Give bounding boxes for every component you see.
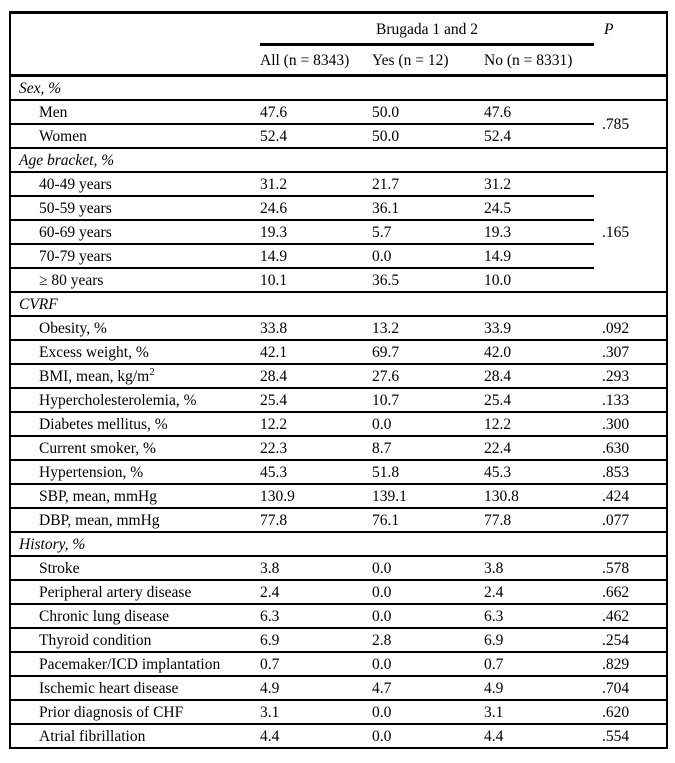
cell-no: 4.9 xyxy=(484,676,594,700)
cell-no: 45.3 xyxy=(484,460,594,484)
row-label-superscript: 2 xyxy=(149,365,155,378)
section-title: History, % xyxy=(10,532,667,556)
table-row xyxy=(10,172,667,196)
cell-yes: 36.1 xyxy=(372,196,484,220)
row-label: Current smoker, % xyxy=(10,436,260,460)
row-label: Ischemic heart disease xyxy=(10,676,260,700)
cell-all: 14.9 xyxy=(260,244,372,268)
cell-yes: 27.6 xyxy=(372,364,484,388)
cell-yes: 21.7 xyxy=(372,172,484,196)
cell-p: .254 xyxy=(594,628,667,652)
cell-p: .554 xyxy=(602,728,630,745)
section-row xyxy=(10,532,667,556)
row-label: Thyroid condition xyxy=(10,628,260,652)
cell-p: .424 xyxy=(594,484,667,508)
cell-no: 2.4 xyxy=(484,580,594,604)
cell-yes: 0.0 xyxy=(372,652,484,676)
row-label: Stroke xyxy=(10,556,260,580)
table-row xyxy=(10,436,667,460)
row-label: 60-69 years xyxy=(10,220,260,244)
cell-yes: 0.0 xyxy=(372,700,484,724)
table-row xyxy=(10,220,667,244)
table-row xyxy=(10,628,667,652)
cell-all: 47.6 xyxy=(260,100,372,124)
table-row xyxy=(10,484,667,508)
cell-all: 4.4 xyxy=(260,728,280,745)
row-label: Diabetes mellitus, % xyxy=(10,412,260,436)
row-label: Men xyxy=(10,100,260,124)
cell-no: 33.9 xyxy=(484,316,594,340)
cell-all: 6.9 xyxy=(260,628,372,652)
cell-all: 45.3 xyxy=(260,460,372,484)
table-row xyxy=(10,556,667,580)
cell-p: .133 xyxy=(594,388,667,412)
table-row xyxy=(10,268,667,292)
table-row xyxy=(10,340,667,364)
cell-no: 4.4 xyxy=(484,728,504,745)
table-row xyxy=(10,100,667,124)
cell-p: .630 xyxy=(594,436,667,460)
cell-no: 12.2 xyxy=(484,412,594,436)
table-row xyxy=(10,652,667,676)
cell-no: 25.4 xyxy=(484,388,594,412)
cell-all: 10.1 xyxy=(260,268,372,292)
table-row xyxy=(10,700,667,724)
header-spacer xyxy=(10,13,260,45)
row-label: 40-49 years xyxy=(10,172,260,196)
table-row xyxy=(10,604,667,628)
group-header: Brugada 1 and 2 xyxy=(260,13,594,45)
section-row xyxy=(10,148,667,172)
cell-p: .293 xyxy=(594,364,667,388)
row-label: SBP, mean, mmHg xyxy=(10,484,260,508)
row-label-text: BMI, mean, kg/m xyxy=(39,368,150,385)
cell-yes: 0.0 xyxy=(372,604,484,628)
cell-yes: 76.1 xyxy=(372,508,484,532)
cell-yes: 0.0 xyxy=(372,412,484,436)
cell-yes: 13.2 xyxy=(372,316,484,340)
cell-all: 22.3 xyxy=(260,436,372,460)
cell-no: 6.3 xyxy=(484,604,594,628)
cell-no: 52.4 xyxy=(484,124,594,148)
cell-no: 47.6 xyxy=(484,100,594,124)
cell-all: 3.1 xyxy=(260,700,372,724)
p-column-header: P xyxy=(604,21,614,39)
row-label xyxy=(10,364,260,388)
row-label: Hypercholesterolemia, % xyxy=(10,388,260,412)
cell-yes: 50.0 xyxy=(372,124,484,148)
row-label: Chronic lung disease xyxy=(10,604,260,628)
row-label: Excess weight, % xyxy=(10,340,260,364)
cell-no: 6.9 xyxy=(484,628,594,652)
cell-no: 130.8 xyxy=(484,484,594,508)
cell-p: .092 xyxy=(594,316,667,340)
section-row xyxy=(10,292,667,316)
table-header-group-row xyxy=(10,13,667,45)
row-label: ≥ 80 years xyxy=(10,268,260,292)
cell-no: 14.9 xyxy=(484,244,594,268)
section-title: CVRF xyxy=(10,292,667,316)
cell-all: 33.8 xyxy=(260,316,372,340)
column-header-all: All (n = 8343) xyxy=(260,45,372,76)
table-row xyxy=(10,724,667,748)
cell-p: .853 xyxy=(594,460,667,484)
cell-all: 28.4 xyxy=(260,364,372,388)
cell-yes: 36.5 xyxy=(372,268,484,292)
row-label: Pacemaker/ICD implantation xyxy=(10,652,260,676)
cell-yes: 0.0 xyxy=(372,728,392,745)
cell-p: .578 xyxy=(594,556,667,580)
cell-all: 52.4 xyxy=(260,124,372,148)
cell-no: 77.8 xyxy=(484,508,594,532)
cell-p: .620 xyxy=(594,700,667,724)
cell-no: 24.5 xyxy=(484,196,594,220)
cell-yes: 0.0 xyxy=(372,556,484,580)
table-row xyxy=(10,676,667,700)
table-row xyxy=(10,412,667,436)
table-row xyxy=(10,460,667,484)
section-title: Sex, % xyxy=(10,76,667,101)
cell-no: 42.0 xyxy=(484,340,594,364)
cell-no: 31.2 xyxy=(484,172,594,196)
row-label: Atrial fibrillation xyxy=(39,728,146,745)
cell-p: .662 xyxy=(594,580,667,604)
header-spacer xyxy=(594,45,667,76)
row-label: Prior diagnosis of CHF xyxy=(10,700,260,724)
table-header-columns-row xyxy=(10,45,667,76)
table-row xyxy=(10,364,667,388)
cell-yes: 10.7 xyxy=(372,388,484,412)
cell-all: 0.7 xyxy=(260,652,372,676)
cell-no: 22.4 xyxy=(484,436,594,460)
cell-all: 77.8 xyxy=(260,508,372,532)
cell-yes: 50.0 xyxy=(372,100,484,124)
header-spacer xyxy=(10,45,260,76)
cell-p-shared: .165 xyxy=(594,172,667,292)
cell-yes: 139.1 xyxy=(372,484,484,508)
cell-p: .704 xyxy=(594,676,667,700)
cell-yes: 5.7 xyxy=(372,220,484,244)
cell-all: 24.6 xyxy=(260,196,372,220)
cell-no: 3.1 xyxy=(484,700,594,724)
row-label: Obesity, % xyxy=(10,316,260,340)
cell-no: 28.4 xyxy=(484,364,594,388)
cell-all: 130.9 xyxy=(260,484,372,508)
row-label: DBP, mean, mmHg xyxy=(10,508,260,532)
cell-all: 12.2 xyxy=(260,412,372,436)
cell-yes: 0.0 xyxy=(372,244,484,268)
cell-all: 4.9 xyxy=(260,676,372,700)
row-label: 70-79 years xyxy=(10,244,260,268)
cell-no: 0.7 xyxy=(484,652,594,676)
cell-no: 10.0 xyxy=(484,268,594,292)
column-header-yes: Yes (n = 12) xyxy=(372,45,484,76)
row-label: 50-59 years xyxy=(10,196,260,220)
row-label: Hypertension, % xyxy=(10,460,260,484)
table-row xyxy=(10,508,667,532)
cell-yes: 69.7 xyxy=(372,340,484,364)
cell-p: .307 xyxy=(594,340,667,364)
cell-no: 19.3 xyxy=(484,220,594,244)
column-header-no: No (n = 8331) xyxy=(484,45,594,76)
cell-all: 31.2 xyxy=(260,172,372,196)
cell-all: 42.1 xyxy=(260,340,372,364)
table-row xyxy=(10,316,667,340)
cell-all: 2.4 xyxy=(260,580,372,604)
cell-all: 25.4 xyxy=(260,388,372,412)
cell-yes: 2.8 xyxy=(372,628,484,652)
cell-yes: 0.0 xyxy=(372,580,484,604)
cell-yes: 51.8 xyxy=(372,460,484,484)
cell-all: 3.8 xyxy=(260,556,372,580)
cell-p: .300 xyxy=(594,412,667,436)
cell-yes: 4.7 xyxy=(372,676,484,700)
cell-all: 6.3 xyxy=(260,604,372,628)
row-label: Peripheral artery disease xyxy=(10,580,260,604)
cell-p: .462 xyxy=(594,604,667,628)
cell-p-shared: .785 xyxy=(594,100,667,148)
table-row xyxy=(10,196,667,220)
table-row xyxy=(10,580,667,604)
statistics-table xyxy=(9,11,668,749)
table-row xyxy=(10,388,667,412)
section-title: Age bracket, % xyxy=(10,148,667,172)
cell-p: .829 xyxy=(594,652,667,676)
table-row xyxy=(10,244,667,268)
cell-all: 19.3 xyxy=(260,220,372,244)
row-label: Women xyxy=(10,124,260,148)
cell-yes: 8.7 xyxy=(372,436,484,460)
table-row xyxy=(10,124,667,148)
cell-no: 3.8 xyxy=(484,556,594,580)
cell-p: .077 xyxy=(594,508,667,532)
section-row xyxy=(10,76,667,101)
